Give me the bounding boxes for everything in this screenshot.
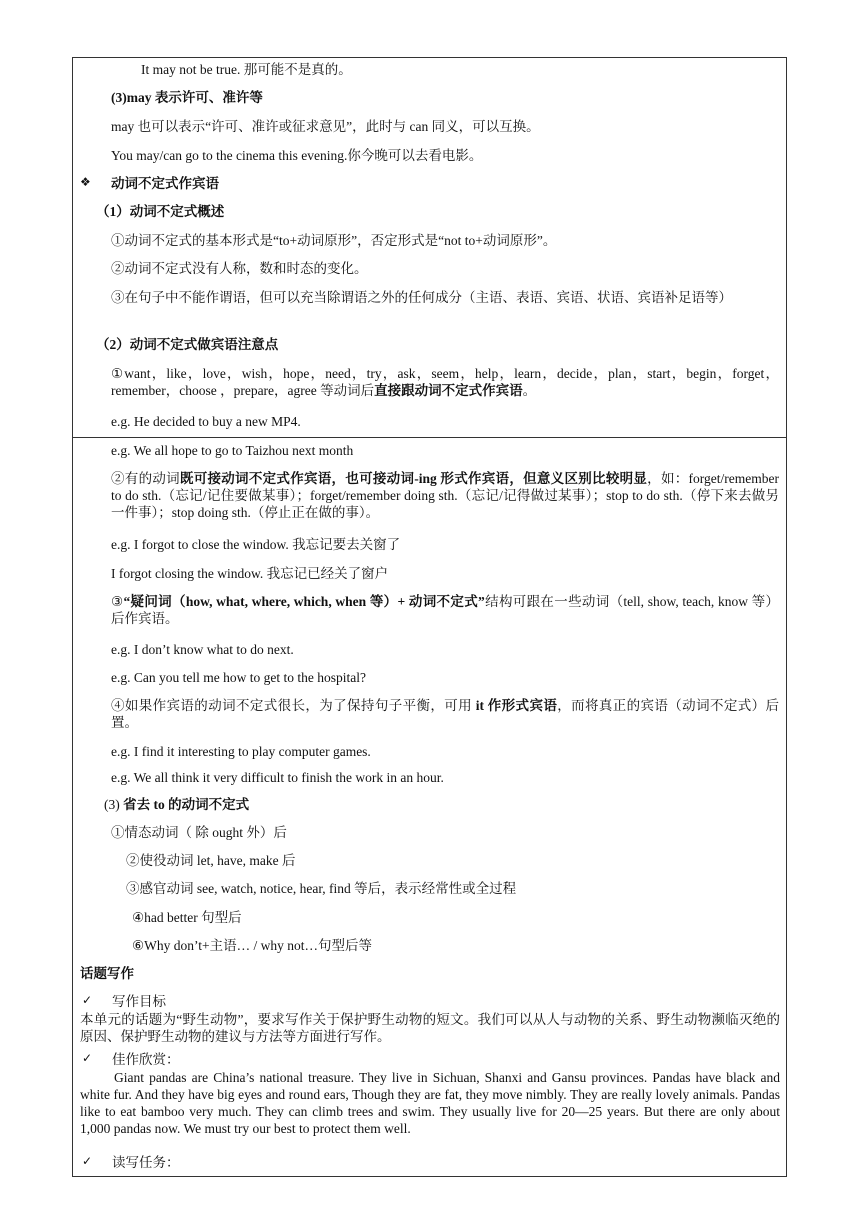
section-heading: 动词不定式作宾语 [111,176,219,191]
example-line: You may/can go to the cinema this evening.你今晚可以去看电影。 [111,148,483,163]
example-line: I forgot closing the window. 我忘记已经关了窗户 [111,566,389,581]
label: 读写任务： [112,1155,180,1170]
paragraph: ①动词不定式的基本形式是“to+动词原形”，否定形式是“not to+动词原形”。 [111,233,557,248]
paragraph: ②动词不定式没有人称，数和时态的变化。 [111,261,368,276]
paragraph: may 也可以表示“许可、准许或征求意见”，此时与 can 同义，可以互换。 [111,119,540,134]
paragraph: 本单元的话题为“野生动物”，要求写作关于保护野生动物的短文。我们可以从人与动物的关系、野生动物濒临灭绝的原因、保护野生动物的建议与方法等方面进行写作。 [80,1012,780,1044]
example-line: e.g. He decided to buy a new MP4. [111,414,301,429]
list-item: ②使役动词 let, have, make 后 [126,853,296,868]
paragraph: ①want，like，love，wish，hope，need，try，ask，seem，help，learn，decide，plan，start，begin，forget，remember，choose ，prepare，agree 等动词后直接跟动词不定式作宾语。 [111,366,779,398]
list-item: ①情态动词（ 除 ought 外）后 [111,825,287,840]
paragraph: ④如果作宾语的动词不定式很长，为了保持句子平衡，可用 it 作形式宾语，而将真正的宾语（动词不定式）后置。 [111,698,779,730]
label: 佳作欣赏： [112,1052,180,1067]
subheading: （1）动词不定式概述 [96,204,225,219]
table-divider [72,437,787,438]
diamond-bullet-icon: ❖ [80,175,91,189]
paragraph: ②有的动词既可接动词不定式作宾语，也可接动词-ing 形式作宾语，但意义区别比较明显，如：forget/remember to do sth.（忘记/记住要做某事）；forget/remember doing sth.（忘记/记得做过某事）；stop to do sth.（停下来去做另一件事）；stop doing sth.（停止正在做的事）。 [111,471,779,520]
check-icon: ✓ [82,993,93,1007]
paragraph: ③在句子中不能作谓语，但可以充当除谓语之外的任何成分（主语、表语、宾语、状语、宾语补足语等） [111,290,732,305]
list-item: ④had better 句型后 [132,910,242,925]
subheading: (3) 省去 to 的动词不定式 [104,797,250,812]
subheading: (3)may 表示许可、准许等 [111,90,263,105]
example-line: e.g. I don’t know what to do next. [111,642,294,657]
example-line: e.g. We all think it very difficult to finish the work in an hour. [111,770,444,785]
sample-essay: Giant pandas are China’s national treasure. They live in Sichuan, Shanxi and Gansu provinces. Pandas have black and white fur. And they have big eyes and round ears, Though they are fat, they move nimbly. They are really lovely animals. Pandas like to eat bamboo very much. They can climb trees and swim. They usually live for 20—25 years. But there are only about 1,000 pandas now. We must try our best to protect them well. [80,1070,780,1136]
list-item: ⑥Why don’t+主语… / why not…句型后等 [132,938,372,953]
example-line: e.g. Can you tell me how to get to the hospital? [111,670,366,685]
list-item: ③感官动词 see, watch, notice, hear, find 等后，表示经常性或全过程 [126,881,517,896]
check-icon: ✓ [82,1154,93,1168]
section-heading: 话题写作 [80,966,134,981]
check-icon: ✓ [82,1051,93,1065]
subheading: （2）动词不定式做宾语注意点 [96,337,279,352]
label: 写作目标 [112,994,166,1009]
example-line: It may not be true. 那可能不是真的。 [141,62,352,77]
example-line: e.g. I forgot to close the window. 我忘记要去关窗了 [111,537,401,552]
paragraph: ③“疑问词（how, what, where, which, when 等）+ 动词不定式”结构可跟在一些动词（tell, show, teach, know 等）后作宾语。 [111,594,779,626]
example-line: e.g. We all hope to go to Taizhou next month [111,443,354,458]
example-line: e.g. I find it interesting to play computer games. [111,744,371,759]
